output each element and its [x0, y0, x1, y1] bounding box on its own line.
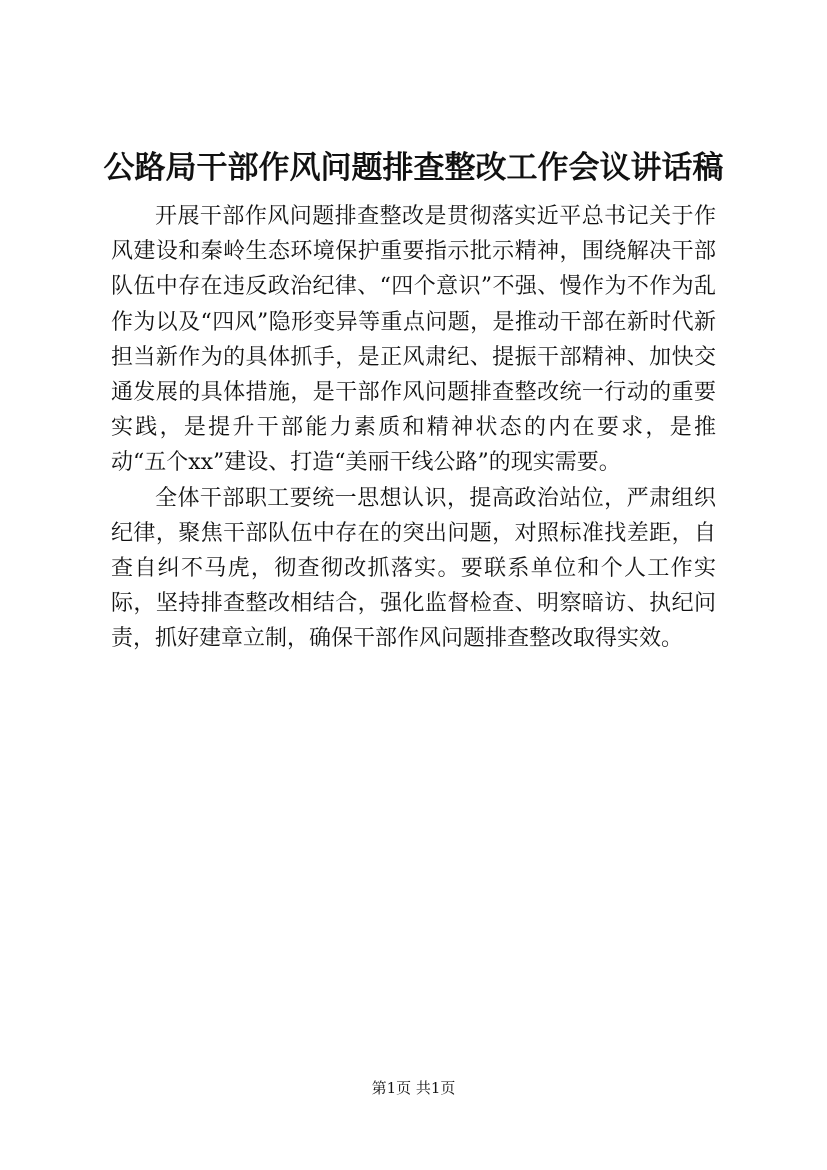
paragraph-1: 开展干部作风问题排查整改是贯彻落实近平总书记关于作风建设和秦岭生态环境保护重要指示批示精神，围绕解决干部队伍中存在违反政治纪律、“四个意识”不强、慢作为不作为乱作为以及“四风”隐形变异等重点问题，是推动干部在新时代新担当新作为的具体抓手，是正风肃纪、提振干部精神、加快交通发展的具体措施，是干部作风问题排查整改统一行动的重要实践，是提升干部能力素质和精神状态的内在要求，是推动“五个xx”建设、打造“美丽干线公路”的现实需要。 — [111, 204, 716, 476]
paragraph-2: 全体干部职工要统一思想认识，提高政治站位，严肃组织纪律，聚焦干部队伍中存在的突出问题，对照标准找差距，自查自纠不马虎，彻查彻改抓落实。要联系单位和个人工作实际，坚持排查整改相结合，强化监督检查、明察暗访、执纪问责，抓好建章立制，确保干部作风问题排查整改取得实效。 — [111, 485, 716, 652]
document-body — [111, 199, 716, 657]
page-number-footer: 第1页 共1页 — [371, 1079, 456, 1097]
document-title: 公路局干部作风问题排查整改工作会议讲话稿 — [103, 150, 724, 186]
